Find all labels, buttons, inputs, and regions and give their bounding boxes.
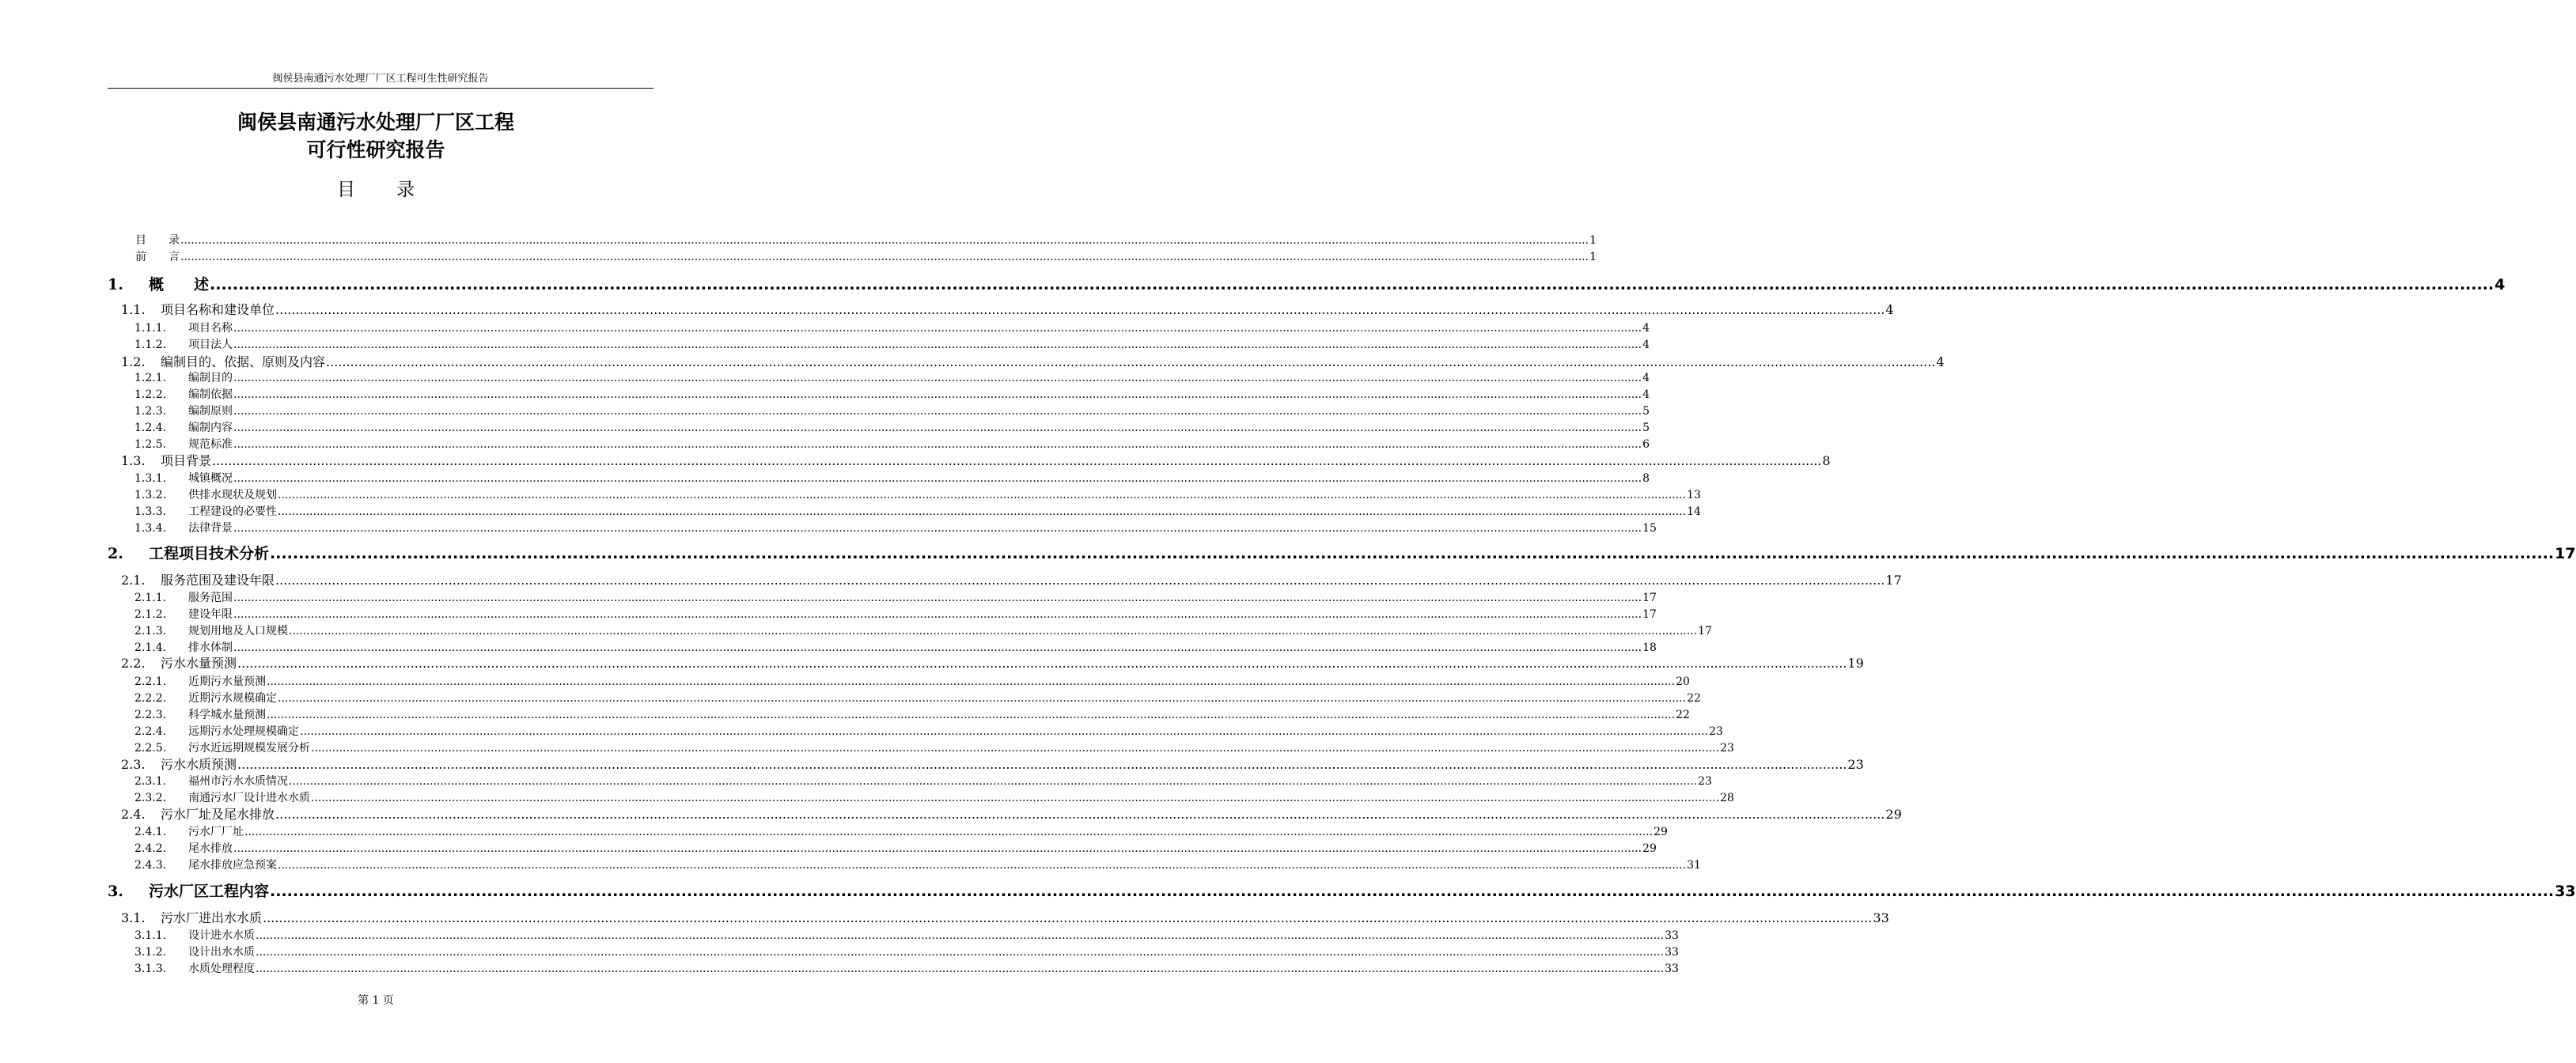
toc-entry-page-number: 17: [1885, 573, 1902, 588]
toc-entry-number: 1.3.2.: [134, 489, 167, 501]
toc-entry-page-number: 1: [1589, 234, 1597, 247]
toc-entry-level3[interactable]: [134, 624, 1712, 638]
toc-entry-page-number: 14: [1687, 505, 1701, 518]
toc-entry-page-number: 4: [1642, 322, 1650, 335]
toc-entry-level2[interactable]: [121, 302, 1894, 318]
toc-entry-number: 3.: [108, 883, 123, 900]
toc-entry-number: 1.3.: [121, 453, 146, 468]
toc-entry-level0[interactable]: [135, 250, 1597, 264]
toc-dot-leader: ................................................................................................................................................................................................................................................................................................................................................................................................................: [233, 592, 1642, 604]
toc-dot-leader: ................................................................................................................................................................................................................................................................................................................................................................................................................: [270, 883, 2555, 900]
toc-entry-title: 尾水排放应急预案: [188, 859, 277, 872]
toc-entry-number: 1.3.4.: [134, 522, 167, 535]
toc-dot-leader: ................................................................................................................................................................................................................................................................................................................................................................................................................: [180, 251, 1589, 263]
toc-entry-title: 编制内容: [188, 422, 233, 434]
toc-entry-number: 2.2.4.: [134, 725, 167, 738]
toc-entry-page-number: 33: [1665, 963, 1679, 975]
toc-entry-page-number: 1: [1589, 251, 1597, 263]
toc-entry-page-number: 18: [1642, 641, 1657, 654]
toc-entry-title: 城镇概况: [188, 472, 233, 485]
toc-entry-title: 项目背景: [161, 453, 212, 468]
toc-entry-page-number: 17: [2555, 545, 2576, 562]
toc-entry-level3[interactable]: [134, 607, 1657, 622]
toc-dot-leader: ................................................................................................................................................................................................................................................................................................................................................................................................................: [233, 608, 1642, 621]
toc-entry-page-number: 29: [1885, 807, 1902, 822]
toc-entry-page-number: 6: [1642, 438, 1650, 451]
toc-entry-page-number: 5: [1642, 422, 1650, 434]
toc-entry-page-number: 33: [1665, 929, 1679, 942]
toc-dot-leader: ................................................................................................................................................................................................................................................................................................................................................................................................................: [180, 234, 1589, 247]
toc-entry-title: 污水近远期规模发展分析: [188, 742, 310, 755]
toc-entry-title: 规范标准: [188, 438, 233, 451]
toc-entry-number: 2.: [108, 545, 123, 562]
toc-entry-number: 1.3.3.: [134, 505, 167, 518]
toc-heading-char1: 目: [337, 180, 355, 200]
toc-entry-page-number: 17: [1642, 608, 1657, 621]
toc-entry-level3[interactable]: [134, 962, 1679, 976]
toc-entry-number: 3.1.2.: [134, 946, 167, 959]
toc-entry-level3[interactable]: [134, 388, 1650, 402]
toc-entry-number: 2.1.2.: [134, 608, 167, 621]
toc-entry-number: 1.2.: [121, 354, 146, 369]
toc-entry-level3[interactable]: [134, 774, 1712, 789]
toc-dot-leader: ................................................................................................................................................................................................................................................................................................................................................................................................................: [233, 422, 1642, 434]
toc-dot-leader: ................................................................................................................................................................................................................................................................................................................................................................................................................: [233, 322, 1642, 335]
toc-entry-page-number: 31: [1687, 859, 1701, 872]
toc-entry-page-number: 13: [1687, 489, 1701, 501]
toc-entry-level3[interactable]: [134, 371, 1650, 385]
toc-entry-level3[interactable]: [134, 691, 1701, 706]
toc-entry-number: 1.2.2.: [134, 388, 167, 401]
toc-entry-number: 2.3.2.: [134, 792, 167, 804]
toc-entry-title: 南通污水厂设计进水水质: [188, 792, 310, 804]
toc-dot-leader: ................................................................................................................................................................................................................................................................................................................................................................................................................: [270, 545, 2555, 562]
toc-entry-number: 1.2.5.: [134, 438, 167, 451]
toc-entry-page-number: 4: [1936, 354, 1945, 369]
toc-entry-title: 设计出水水质: [188, 946, 255, 959]
toc-entry-title: 编制依据: [188, 388, 233, 401]
toc-entry-page-number: 29: [1654, 826, 1668, 838]
toc-entry-title: 尾水排放: [188, 842, 233, 855]
toc-entry-level2[interactable]: [121, 656, 1864, 671]
toc-entry-title: 服务范围及建设年限: [161, 573, 275, 588]
toc-dot-leader: ................................................................................................................................................................................................................................................................................................................................................................................................................: [275, 807, 1885, 822]
toc-entry-number: 1.2.4.: [134, 422, 167, 434]
toc-entry-number: 2.4.2.: [134, 842, 167, 855]
toc-entry-page-number: 22: [1676, 709, 1690, 721]
toc-entry-level3[interactable]: [134, 338, 1650, 352]
toc-entry-number: 2.2.1.: [134, 675, 167, 688]
toc-entry-page-number: 4: [1642, 339, 1650, 351]
toc-entry-level3[interactable]: [134, 842, 1657, 856]
toc-entry-title: 污水厂进出水水质: [161, 910, 263, 925]
toc-entry-title: 福州市污水水质情况: [188, 775, 288, 788]
toc-entry-number: 3.1.3.: [134, 963, 167, 975]
toc-dot-leader: ................................................................................................................................................................................................................................................................................................................................................................................................................: [233, 472, 1642, 485]
toc-entry-title: 编制目的、依据、原则及内容: [161, 354, 326, 369]
toc-entry-page-number: 17: [1698, 625, 1712, 637]
toc-entry-number: 1.: [108, 276, 123, 293]
toc-entry-page-number: 4: [1642, 388, 1650, 401]
toc-entry-number: 2.1.1.: [134, 592, 167, 604]
toc-entry-level3[interactable]: [134, 708, 1690, 722]
running-header: 闽侯县南通污水处理厂厂区工程可生性研究报告: [272, 73, 489, 85]
toc-entry-title: 远期污水处理规模确定: [188, 725, 299, 738]
toc-entry-page-number: 29: [1642, 842, 1657, 855]
toc-entry-title: 项目法人: [188, 339, 233, 351]
toc-dot-leader: ................................................................................................................................................................................................................................................................................................................................................................................................................: [237, 656, 1847, 671]
toc-dot-leader: ................................................................................................................................................................................................................................................................................................................................................................................................................: [233, 372, 1642, 384]
toc-entry-title: 水质处理程度: [188, 963, 255, 975]
toc-dot-leader: ................................................................................................................................................................................................................................................................................................................................................................................................................: [210, 276, 2495, 293]
toc-dot-leader: ................................................................................................................................................................................................................................................................................................................................................................................................................: [256, 963, 1665, 975]
toc-entry-page-number: 28: [1720, 792, 1734, 804]
toc-entry-page-number: 33: [1665, 946, 1679, 959]
toc-entry-title: 建设年限: [188, 608, 233, 621]
toc-dot-leader: ................................................................................................................................................................................................................................................................................................................................................................................................................: [263, 910, 1873, 925]
toc-dot-leader: ................................................................................................................................................................................................................................................................................................................................................................................................................: [233, 405, 1642, 418]
toc-entry-level2[interactable]: [121, 757, 1864, 773]
toc-entry-number: 2.2.5.: [134, 742, 167, 755]
toc-entry-page-number: 23: [1698, 775, 1712, 788]
toc-entry-level2[interactable]: [121, 807, 1902, 823]
toc-dot-leader: ................................................................................................................................................................................................................................................................................................................................................................................................................: [233, 339, 1642, 351]
toc-entry-page-number: 4: [2495, 276, 2506, 293]
toc-dot-leader: ................................................................................................................................................................................................................................................................................................................................................................................................................: [267, 675, 1676, 688]
toc-dot-leader: ................................................................................................................................................................................................................................................................................................................................................................................................................: [289, 775, 1698, 788]
toc-dot-leader: ................................................................................................................................................................................................................................................................................................................................................................................................................: [237, 757, 1847, 772]
toc-entry-number: 1.1.1.: [134, 322, 167, 335]
toc-entry-number: 2.4.1.: [134, 826, 167, 838]
toc-dot-leader: ................................................................................................................................................................................................................................................................................................................................................................................................................: [256, 929, 1665, 942]
toc-entry-number: 1.1.: [121, 302, 146, 317]
toc-entry-page-number: 15: [1642, 522, 1657, 535]
toc-entry-level1[interactable]: [108, 544, 2576, 563]
toc-dot-leader: ................................................................................................................................................................................................................................................................................................................................................................................................................: [300, 725, 1709, 738]
toc-dot-leader: ................................................................................................................................................................................................................................................................................................................................................................................................................: [267, 709, 1676, 721]
toc-entry-title: 编制目的: [188, 372, 233, 384]
toc-entry-number: 2.3.: [121, 757, 146, 772]
toc-entry-page-number: 33: [2555, 883, 2576, 900]
toc-entry-page-number: 5: [1642, 405, 1650, 418]
toc-entry-title: 近期污水规模确定: [188, 692, 277, 705]
toc-entry-number: 2.2.3.: [134, 709, 167, 721]
toc-entry-title: 污水水量预测: [161, 656, 237, 671]
toc-entry-page-number: 20: [1676, 675, 1690, 688]
toc-entry-title: 目 录: [135, 234, 180, 247]
toc-dot-leader: ................................................................................................................................................................................................................................................................................................................................................................................................................: [326, 354, 1936, 369]
toc-entry-level3[interactable]: [134, 825, 1668, 839]
toc-entry-title: 工程建设的必要性: [188, 505, 277, 518]
toc-entry-title: 法律背景: [188, 522, 233, 535]
toc-entry-number: 1.3.1.: [134, 472, 167, 485]
toc-entry-number: 2.4.: [121, 807, 146, 822]
toc-entry-level3[interactable]: [134, 521, 1657, 535]
toc-entry-title: 污水厂厂址: [188, 826, 244, 838]
toc-entry-title: 设计进水水质: [188, 929, 255, 942]
toc-entry-level3[interactable]: [134, 641, 1657, 655]
toc-entry-level3[interactable]: [134, 488, 1701, 502]
toc-dot-leader: ................................................................................................................................................................................................................................................................................................................................................................................................................: [275, 573, 1885, 588]
toc-entry-title: 供排水现状及规划: [188, 489, 277, 501]
toc-entry-level3[interactable]: [134, 741, 1734, 755]
toc-dot-leader: ................................................................................................................................................................................................................................................................................................................................................................................................................: [311, 742, 1720, 755]
toc-entry-level0[interactable]: [135, 233, 1597, 248]
toc-heading-char2: 录: [396, 180, 415, 200]
toc-dot-leader: ................................................................................................................................................................................................................................................................................................................................................................................................................: [244, 826, 1654, 838]
toc-dot-leader: ................................................................................................................................................................................................................................................................................................................................................................................................................: [233, 522, 1642, 535]
toc-entry-level3[interactable]: [134, 421, 1650, 435]
toc-entry-number: 1.1.2.: [134, 339, 167, 351]
toc-entry-level3[interactable]: [134, 724, 1723, 739]
toc-entry-number: 3.1.1.: [134, 929, 167, 942]
toc-entry-page-number: 23: [1847, 757, 1864, 772]
toc-entry-number: 2.1.: [121, 573, 146, 588]
toc-dot-leader: ................................................................................................................................................................................................................................................................................................................................................................................................................: [233, 438, 1642, 451]
toc-entry-level2[interactable]: [121, 910, 1889, 926]
toc-entry-title: 项目名称: [188, 322, 233, 335]
toc-dot-leader: ................................................................................................................................................................................................................................................................................................................................................................................................................: [233, 641, 1642, 654]
toc-entry-number: 2.1.4.: [134, 641, 167, 654]
toc-entry-page-number: 8: [1822, 453, 1831, 468]
toc-entry-page-number: 23: [1709, 725, 1723, 738]
toc-entry-level1[interactable]: [108, 275, 2506, 294]
toc-entry-level3[interactable]: [134, 929, 1679, 943]
toc-dot-leader: ................................................................................................................................................................................................................................................................................................................................................................................................................: [278, 692, 1687, 705]
toc-dot-leader: ................................................................................................................................................................................................................................................................................................................................................................................................................: [278, 505, 1687, 518]
toc-entry-number: 2.2.2.: [134, 692, 167, 705]
toc-dot-leader: ................................................................................................................................................................................................................................................................................................................................................................................................................: [256, 946, 1665, 959]
toc-entry-number: 3.1.: [121, 910, 146, 925]
toc-entry-title: 科学城水量预测: [188, 709, 266, 721]
toc-entry-level3[interactable]: [134, 675, 1690, 689]
toc-entry-title: 排水体制: [188, 641, 233, 654]
toc-entry-title: 前 言: [135, 251, 180, 263]
toc-dot-leader: ................................................................................................................................................................................................................................................................................................................................................................................................................: [233, 842, 1642, 855]
toc-entry-number: 1.2.3.: [134, 405, 167, 418]
toc-entry-page-number: 19: [1847, 656, 1864, 671]
document-title-line1: 闽侯县南通污水处理厂厂区工程: [237, 111, 514, 134]
toc-entry-level3[interactable]: [134, 505, 1701, 519]
toc-dot-leader: ................................................................................................................................................................................................................................................................................................................................................................................................................: [278, 489, 1687, 501]
toc-entry-title: 污水厂址及尾水排放: [161, 807, 275, 822]
toc-dot-leader: ................................................................................................................................................................................................................................................................................................................................................................................................................: [212, 453, 1822, 468]
toc-dot-leader: ................................................................................................................................................................................................................................................................................................................................................................................................................: [278, 859, 1687, 872]
toc-entry-page-number: 22: [1687, 692, 1701, 705]
toc-entry-number: 2.4.3.: [134, 859, 167, 872]
toc-entry-level2[interactable]: [121, 573, 1902, 588]
toc-entry-level3[interactable]: [134, 437, 1650, 452]
toc-entry-level3[interactable]: [134, 591, 1657, 605]
toc-entry-level3[interactable]: [134, 791, 1734, 805]
toc-entry-page-number: 4: [1885, 302, 1894, 317]
toc-entry-title: 污水水质预测: [161, 757, 237, 772]
toc-entry-title: 近期污水量预测: [188, 675, 266, 688]
toc-dot-leader: ................................................................................................................................................................................................................................................................................................................................................................................................................: [311, 792, 1720, 804]
toc-entry-level3[interactable]: [134, 471, 1650, 486]
page-footer: 第 1 页: [358, 994, 394, 1007]
toc-entry-number: 1.2.1.: [134, 372, 167, 384]
toc-entry-page-number: 17: [1642, 592, 1657, 604]
toc-dot-leader: ................................................................................................................................................................................................................................................................................................................................................................................................................: [289, 625, 1698, 637]
toc-entry-level1[interactable]: [108, 882, 2576, 901]
toc-dot-leader: ................................................................................................................................................................................................................................................................................................................................................................................................................: [233, 388, 1642, 401]
toc-entry-title: 编制原则: [188, 405, 233, 418]
toc-entry-title: 概 述: [149, 276, 210, 293]
toc-dot-leader: ................................................................................................................................................................................................................................................................................................................................................................................................................: [275, 302, 1885, 317]
document-title-line2: 可行性研究报告: [306, 138, 445, 161]
toc-entry-page-number: 23: [1720, 742, 1734, 755]
toc-entry-page-number: 33: [1873, 910, 1889, 925]
toc-entry-level3[interactable]: [134, 945, 1679, 959]
toc-entry-number: 2.3.1.: [134, 775, 167, 788]
toc-entry-page-number: 4: [1642, 372, 1650, 384]
toc-entry-title: 规划用地及人口规模: [188, 625, 288, 637]
toc-entry-level2[interactable]: [121, 354, 1945, 370]
toc-entry-level2[interactable]: [121, 453, 1831, 469]
toc-entry-title: 工程项目技术分析: [149, 545, 270, 562]
toc-entry-number: 2.1.3.: [134, 625, 167, 637]
toc-entry-page-number: 8: [1642, 472, 1650, 485]
toc-entry-title: 污水厂区工程内容: [149, 883, 270, 900]
toc-entry-level3[interactable]: [134, 404, 1650, 418]
toc-entry-level3[interactable]: [134, 858, 1701, 872]
toc-entry-number: 2.2.: [121, 656, 146, 671]
toc-entry-level3[interactable]: [134, 321, 1650, 335]
toc-entry-title: 项目名称和建设单位: [161, 302, 275, 317]
toc-entry-title: 服务范围: [188, 592, 233, 604]
